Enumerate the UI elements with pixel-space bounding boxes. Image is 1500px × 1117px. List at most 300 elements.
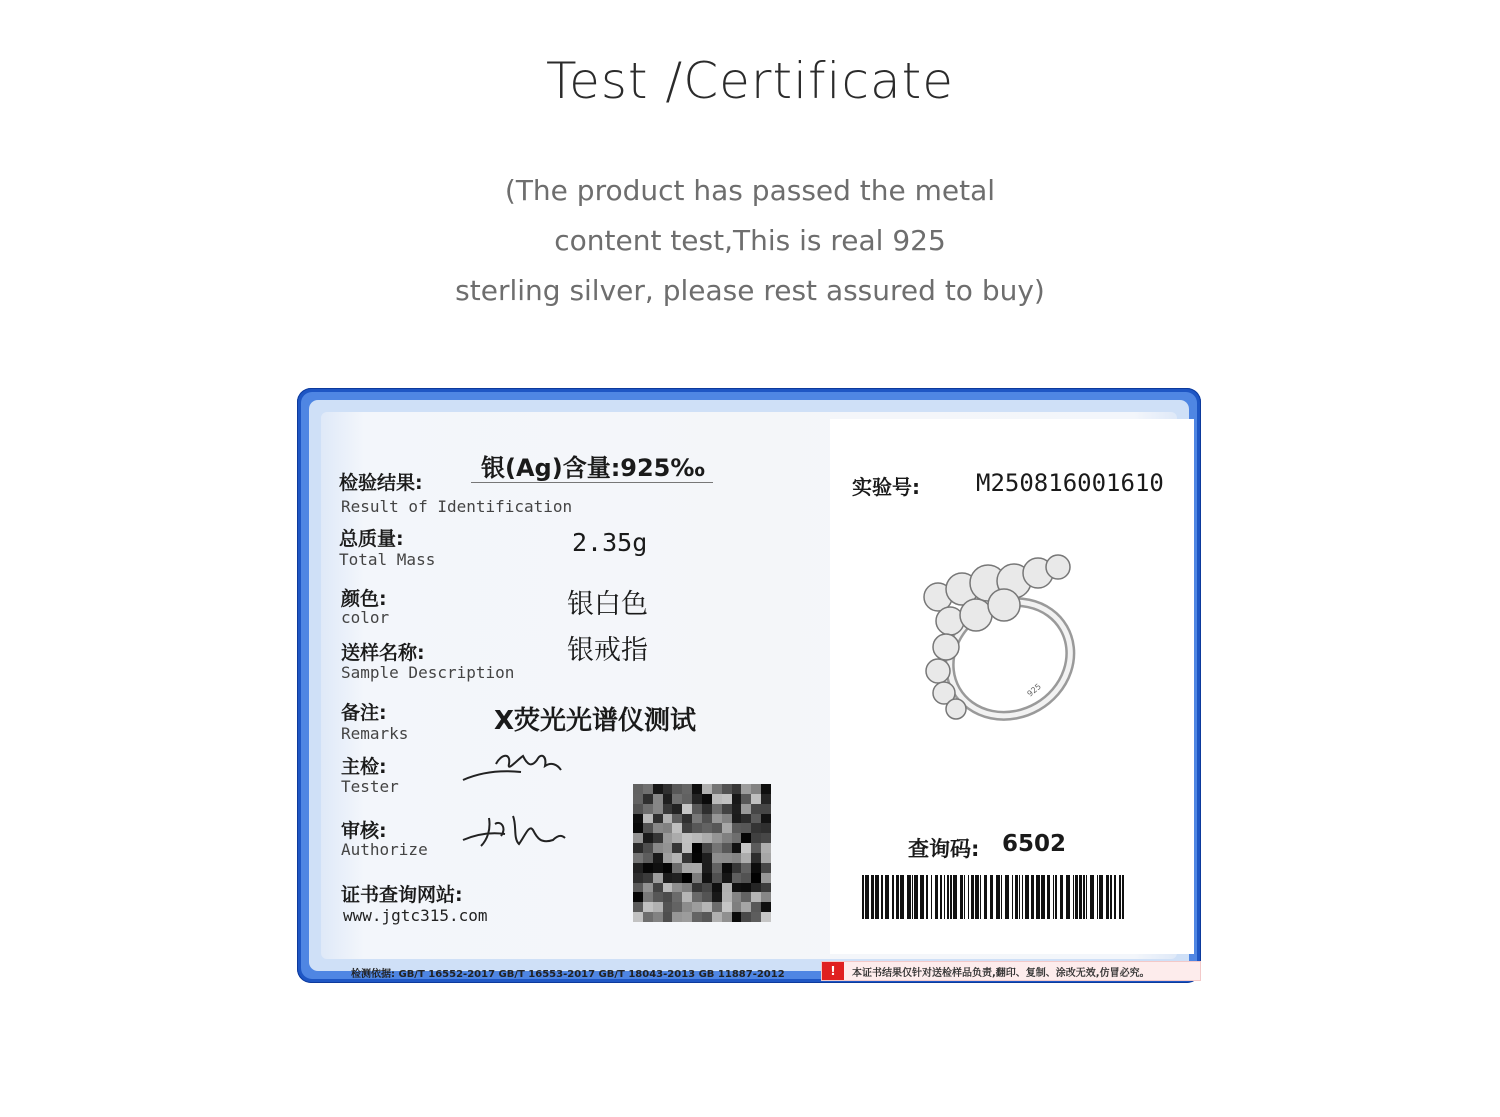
qr-cell [761, 902, 771, 912]
barcode-bar [914, 875, 918, 919]
qr-cell [643, 853, 653, 863]
qr-cell [732, 784, 742, 794]
barcode-bar [865, 875, 869, 919]
warning-icon: ! [822, 962, 844, 980]
barcode [862, 875, 1124, 919]
qr-cell [761, 892, 771, 902]
qr-cell [672, 843, 682, 853]
qr-cell [761, 843, 771, 853]
qr-cell [672, 902, 682, 912]
qr-cell [672, 833, 682, 843]
qr-cell [692, 823, 702, 833]
qr-cell [672, 784, 682, 794]
qr-cell [741, 784, 751, 794]
qr-cell [732, 843, 742, 853]
qr-cell [663, 863, 673, 873]
qr-cell [663, 873, 673, 883]
barcode-bar [1099, 875, 1103, 919]
barcode-bar [1066, 875, 1070, 919]
qr-cell [712, 902, 722, 912]
qr-cell [682, 853, 692, 863]
qr-code [633, 784, 771, 922]
barcode-bar [968, 875, 969, 919]
qr-cell [751, 794, 761, 804]
qr-cell [692, 794, 702, 804]
barcode-bar [1036, 875, 1040, 919]
qr-cell [672, 814, 682, 824]
qr-cell [682, 823, 692, 833]
authorize-signature [461, 804, 571, 854]
qr-cell [682, 863, 692, 873]
mass-label: 总质量: [339, 528, 404, 550]
qr-cell [722, 843, 732, 853]
qr-cell [741, 883, 751, 893]
subtitle-line: sterling silver, please rest assured to buy) [455, 274, 1045, 307]
qr-cell [722, 912, 732, 922]
qr-cell [741, 902, 751, 912]
qr-cell [712, 853, 722, 863]
barcode-bar [1015, 875, 1018, 919]
lab-number-value: M250816001610 [976, 469, 1164, 497]
qr-cell [751, 833, 761, 843]
qr-cell [653, 794, 663, 804]
warning-banner [821, 961, 1201, 981]
qr-cell [761, 883, 771, 893]
qr-cell [702, 892, 712, 902]
barcode-bar [926, 875, 928, 919]
qr-cell [692, 833, 702, 843]
barcode-bar [1110, 875, 1112, 919]
qr-cell [643, 883, 653, 893]
barcode-bar [1075, 875, 1078, 919]
barcode-bar [1025, 875, 1029, 919]
qr-cell [702, 873, 712, 883]
qr-cell [702, 823, 712, 833]
barcode-bar [971, 875, 974, 919]
qr-cell [712, 843, 722, 853]
qr-cell [633, 784, 643, 794]
color-value: 银白色 [567, 589, 648, 620]
qr-cell [761, 863, 771, 873]
barcode-bar [900, 875, 904, 919]
qr-cell [761, 814, 771, 824]
qr-cell [682, 883, 692, 893]
qr-cell [682, 833, 692, 843]
barcode-bar [947, 875, 949, 919]
qr-cell [633, 853, 643, 863]
qr-cell [633, 814, 643, 824]
barcode-bar [1001, 875, 1002, 919]
qr-cell [682, 892, 692, 902]
qr-cell [643, 873, 653, 883]
barcode-bar [1083, 875, 1085, 919]
right-panel [830, 419, 1194, 954]
barcode-bar [1086, 875, 1087, 919]
qr-cell [702, 794, 712, 804]
qr-cell [732, 823, 742, 833]
result-label-en: Result of Identification [341, 497, 573, 516]
qr-cell [633, 863, 643, 873]
barcode-bar [940, 875, 942, 919]
barcode-bar [1079, 875, 1082, 919]
qr-cell [741, 823, 751, 833]
certificate-card [297, 388, 1201, 983]
qr-cell [653, 902, 663, 912]
qr-cell [653, 843, 663, 853]
qr-cell [633, 804, 643, 814]
qr-cell [712, 873, 722, 883]
barcode-bar [1114, 875, 1116, 919]
query-code-value: 6502 [1002, 831, 1067, 857]
qr-cell [712, 794, 722, 804]
qr-cell [761, 784, 771, 794]
qr-cell [722, 794, 732, 804]
qr-cell [682, 784, 692, 794]
qr-cell [653, 912, 663, 922]
qr-cell [643, 804, 653, 814]
barcode-bar [975, 875, 979, 919]
qr-cell [741, 814, 751, 824]
subtitle-line: content test,This is real 925 [554, 224, 946, 257]
tester-label-en: Tester [341, 777, 399, 796]
color-label-en: color [341, 608, 390, 627]
barcode-bar [912, 875, 913, 919]
lab-number-label: 实验号: [852, 475, 920, 499]
qr-cell [692, 814, 702, 824]
qr-cell [633, 883, 643, 893]
barcode-bar [1005, 875, 1009, 919]
barcode-bar [1055, 875, 1057, 919]
qr-cell [702, 804, 712, 814]
barcode-bar [944, 875, 945, 919]
qr-cell [712, 892, 722, 902]
page-title: Test /Certificate [546, 52, 954, 110]
qr-cell [653, 873, 663, 883]
barcode-bar [1090, 875, 1094, 919]
warning-text: 本证书结果仅针对送检样品负责,翻印、复制、涂改无效,仿冒必究。 [852, 968, 1150, 979]
qr-cell [663, 853, 673, 863]
barcode-bar [1041, 875, 1045, 919]
qr-cell [663, 784, 673, 794]
qr-cell [692, 843, 702, 853]
qr-cell [751, 853, 761, 863]
qr-cell [692, 804, 702, 814]
remarks-label: 备注: [341, 702, 387, 724]
qr-cell [663, 814, 673, 824]
qr-cell [633, 843, 643, 853]
qr-cell [643, 823, 653, 833]
qr-cell [653, 883, 663, 893]
qr-cell [643, 863, 653, 873]
qr-cell [751, 883, 761, 893]
barcode-bar [990, 875, 993, 919]
qr-cell [751, 912, 761, 922]
qr-cell [732, 863, 742, 873]
qr-cell [722, 823, 732, 833]
barcode-bar [1073, 875, 1074, 919]
qr-cell [663, 883, 673, 893]
qr-cell [692, 863, 702, 873]
mass-label-en: Total Mass [339, 550, 436, 569]
barcode-bar [885, 875, 889, 919]
barcode-bar [984, 875, 987, 919]
barcode-bar [1119, 875, 1121, 919]
qr-cell [751, 814, 761, 824]
certificate-frame [301, 392, 1197, 979]
qr-cell [702, 912, 712, 922]
qr-cell [692, 784, 702, 794]
barcode-bar [1106, 875, 1109, 919]
qr-cell [653, 892, 663, 902]
qr-cell [751, 873, 761, 883]
query-code-label: 查询码: [908, 837, 980, 861]
qr-cell [732, 833, 742, 843]
qr-cell [653, 814, 663, 824]
authorize-label: 审核: [341, 820, 387, 842]
barcode-bar [960, 875, 963, 919]
barcode-bar [1031, 875, 1034, 919]
qr-cell [663, 912, 673, 922]
qr-cell [672, 912, 682, 922]
qr-cell [702, 902, 712, 912]
ring-engraving: 925 [1025, 681, 1043, 699]
qr-cell [732, 873, 742, 883]
qr-cell [682, 912, 692, 922]
qr-cell [702, 784, 712, 794]
qr-cell [741, 843, 751, 853]
qr-cell [663, 823, 673, 833]
barcode-bar [935, 875, 938, 919]
barcode-bar [1012, 875, 1013, 919]
qr-cell [682, 902, 692, 912]
qr-cell [633, 892, 643, 902]
certificate-body [321, 412, 1177, 980]
qr-cell [633, 823, 643, 833]
qr-cell [643, 784, 653, 794]
qr-cell [633, 912, 643, 922]
qr-cell [761, 794, 771, 804]
barcode-bar [1053, 875, 1054, 919]
qr-cell [672, 873, 682, 883]
barcode-bar [1019, 875, 1020, 919]
qr-cell [702, 843, 712, 853]
qr-cell [702, 833, 712, 843]
qr-cell [741, 833, 751, 843]
qr-cell [692, 873, 702, 883]
qr-cell [653, 853, 663, 863]
qr-cell [722, 814, 732, 824]
barcode-bar [980, 875, 981, 919]
barcode-bar [1122, 875, 1124, 919]
qr-cell [633, 902, 643, 912]
qr-cell [672, 804, 682, 814]
qr-cell [722, 863, 732, 873]
barcode-bar [996, 875, 1000, 919]
qr-cell [643, 833, 653, 843]
result-value: 银(Ag)含量:925‰ [481, 454, 705, 482]
qr-cell [653, 863, 663, 873]
barcode-bar [907, 875, 911, 919]
qr-cell [732, 853, 742, 863]
qr-cell [643, 843, 653, 853]
qr-cell [672, 892, 682, 902]
qr-cell [732, 814, 742, 824]
qr-cell [692, 853, 702, 863]
qr-cell [702, 883, 712, 893]
qr-cell [672, 853, 682, 863]
qr-cell [702, 853, 712, 863]
barcode-bar [1097, 875, 1098, 919]
website-label: 证书查询网站: [341, 884, 463, 906]
qr-cell [722, 784, 732, 794]
subtitle-line: (The product has passed the metal [504, 174, 996, 207]
qr-cell [653, 823, 663, 833]
qr-cell [741, 912, 751, 922]
remarks-label-en: Remarks [341, 724, 409, 743]
qr-cell [751, 823, 761, 833]
barcode-bar [892, 875, 894, 919]
qr-cell [732, 794, 742, 804]
qr-cell [761, 833, 771, 843]
website-url[interactable]: www.jgtc315.com [343, 906, 488, 925]
qr-cell [732, 892, 742, 902]
qr-cell [761, 823, 771, 833]
qr-cell [702, 814, 712, 824]
qr-cell [751, 804, 761, 814]
qr-cell [653, 784, 663, 794]
qr-cell [732, 912, 742, 922]
qr-cell [692, 883, 702, 893]
qr-cell [761, 853, 771, 863]
qr-cell [761, 912, 771, 922]
qr-cell [663, 804, 673, 814]
qr-cell [741, 863, 751, 873]
color-label: 颜色: [341, 588, 387, 610]
barcode-bar [871, 875, 874, 919]
qr-cell [741, 873, 751, 883]
qr-cell [692, 892, 702, 902]
qr-cell [663, 833, 673, 843]
barcode-bar [953, 875, 957, 919]
sample-label-en: Sample Description [341, 663, 515, 682]
qr-cell [702, 863, 712, 873]
qr-cell [633, 833, 643, 843]
barcode-bar [862, 875, 864, 919]
barcode-bar [1047, 875, 1050, 919]
barcode-bar [920, 875, 924, 919]
sample-label: 送样名称: [341, 642, 425, 664]
qr-cell [722, 853, 732, 863]
barcode-bar [881, 875, 883, 919]
barcode-bar [931, 875, 932, 919]
qr-cell [663, 892, 673, 902]
qr-cell [722, 883, 732, 893]
qr-cell [741, 853, 751, 863]
qr-cell [643, 912, 653, 922]
qr-cell [672, 883, 682, 893]
qr-cell [643, 902, 653, 912]
qr-cell [653, 833, 663, 843]
certificate-frame-inner [309, 400, 1189, 980]
qr-cell [761, 804, 771, 814]
remarks-value: X荧光光谱仪测试 [494, 706, 697, 736]
subtitle [0, 166, 1500, 316]
qr-cell [722, 902, 732, 912]
qr-cell [682, 804, 692, 814]
qr-cell [672, 863, 682, 873]
qr-cell [643, 892, 653, 902]
qr-cell [732, 902, 742, 912]
qr-cell [643, 794, 653, 804]
qr-cell [692, 902, 702, 912]
qr-cell [732, 804, 742, 814]
result-label: 检验结果: [339, 472, 423, 494]
qr-cell [751, 784, 761, 794]
barcode-bar [875, 875, 879, 919]
qr-cell [682, 814, 692, 824]
qr-cell [751, 843, 761, 853]
qr-cell [712, 833, 722, 843]
qr-cell [692, 912, 702, 922]
ring-image [910, 547, 1100, 737]
mass-value: 2.35g [572, 528, 648, 557]
qr-cell [682, 843, 692, 853]
qr-cell [741, 892, 751, 902]
qr-cell [722, 833, 732, 843]
qr-cell [643, 814, 653, 824]
qr-cell [741, 804, 751, 814]
tester-signature [461, 742, 571, 792]
barcode-bar [1022, 875, 1023, 919]
qr-cell [682, 873, 692, 883]
qr-cell [672, 823, 682, 833]
qr-cell [761, 873, 771, 883]
qr-cell [672, 794, 682, 804]
tester-label: 主检: [341, 756, 387, 778]
qr-cell [653, 804, 663, 814]
barcode-bar [950, 875, 952, 919]
qr-cell [633, 873, 643, 883]
qr-cell [712, 814, 722, 824]
qr-cell [712, 863, 722, 873]
standards-note: 检测依据: GB/T 16552-2017 GB/T 16553-2017 GB/T 18043-2013 GB 11887-2012 [351, 969, 785, 980]
qr-cell [751, 892, 761, 902]
qr-cell [722, 892, 732, 902]
barcode-bar [896, 875, 899, 919]
barcode-bar [964, 875, 965, 919]
qr-cell [732, 883, 742, 893]
qr-cell [663, 902, 673, 912]
qr-cell [682, 794, 692, 804]
qr-cell [712, 883, 722, 893]
qr-cell [712, 804, 722, 814]
qr-cell [741, 794, 751, 804]
result-underline [471, 482, 713, 483]
qr-cell [722, 804, 732, 814]
qr-cell [663, 794, 673, 804]
qr-cell [751, 863, 761, 873]
barcode-bar [1060, 875, 1063, 919]
qr-cell [751, 902, 761, 912]
authorize-label-en: Authorize [341, 840, 428, 859]
qr-cell [633, 794, 643, 804]
qr-cell [712, 823, 722, 833]
qr-cell [663, 843, 673, 853]
sample-value: 银戒指 [567, 635, 648, 666]
qr-cell [712, 784, 722, 794]
qr-cell [722, 873, 732, 883]
qr-cell [712, 912, 722, 922]
